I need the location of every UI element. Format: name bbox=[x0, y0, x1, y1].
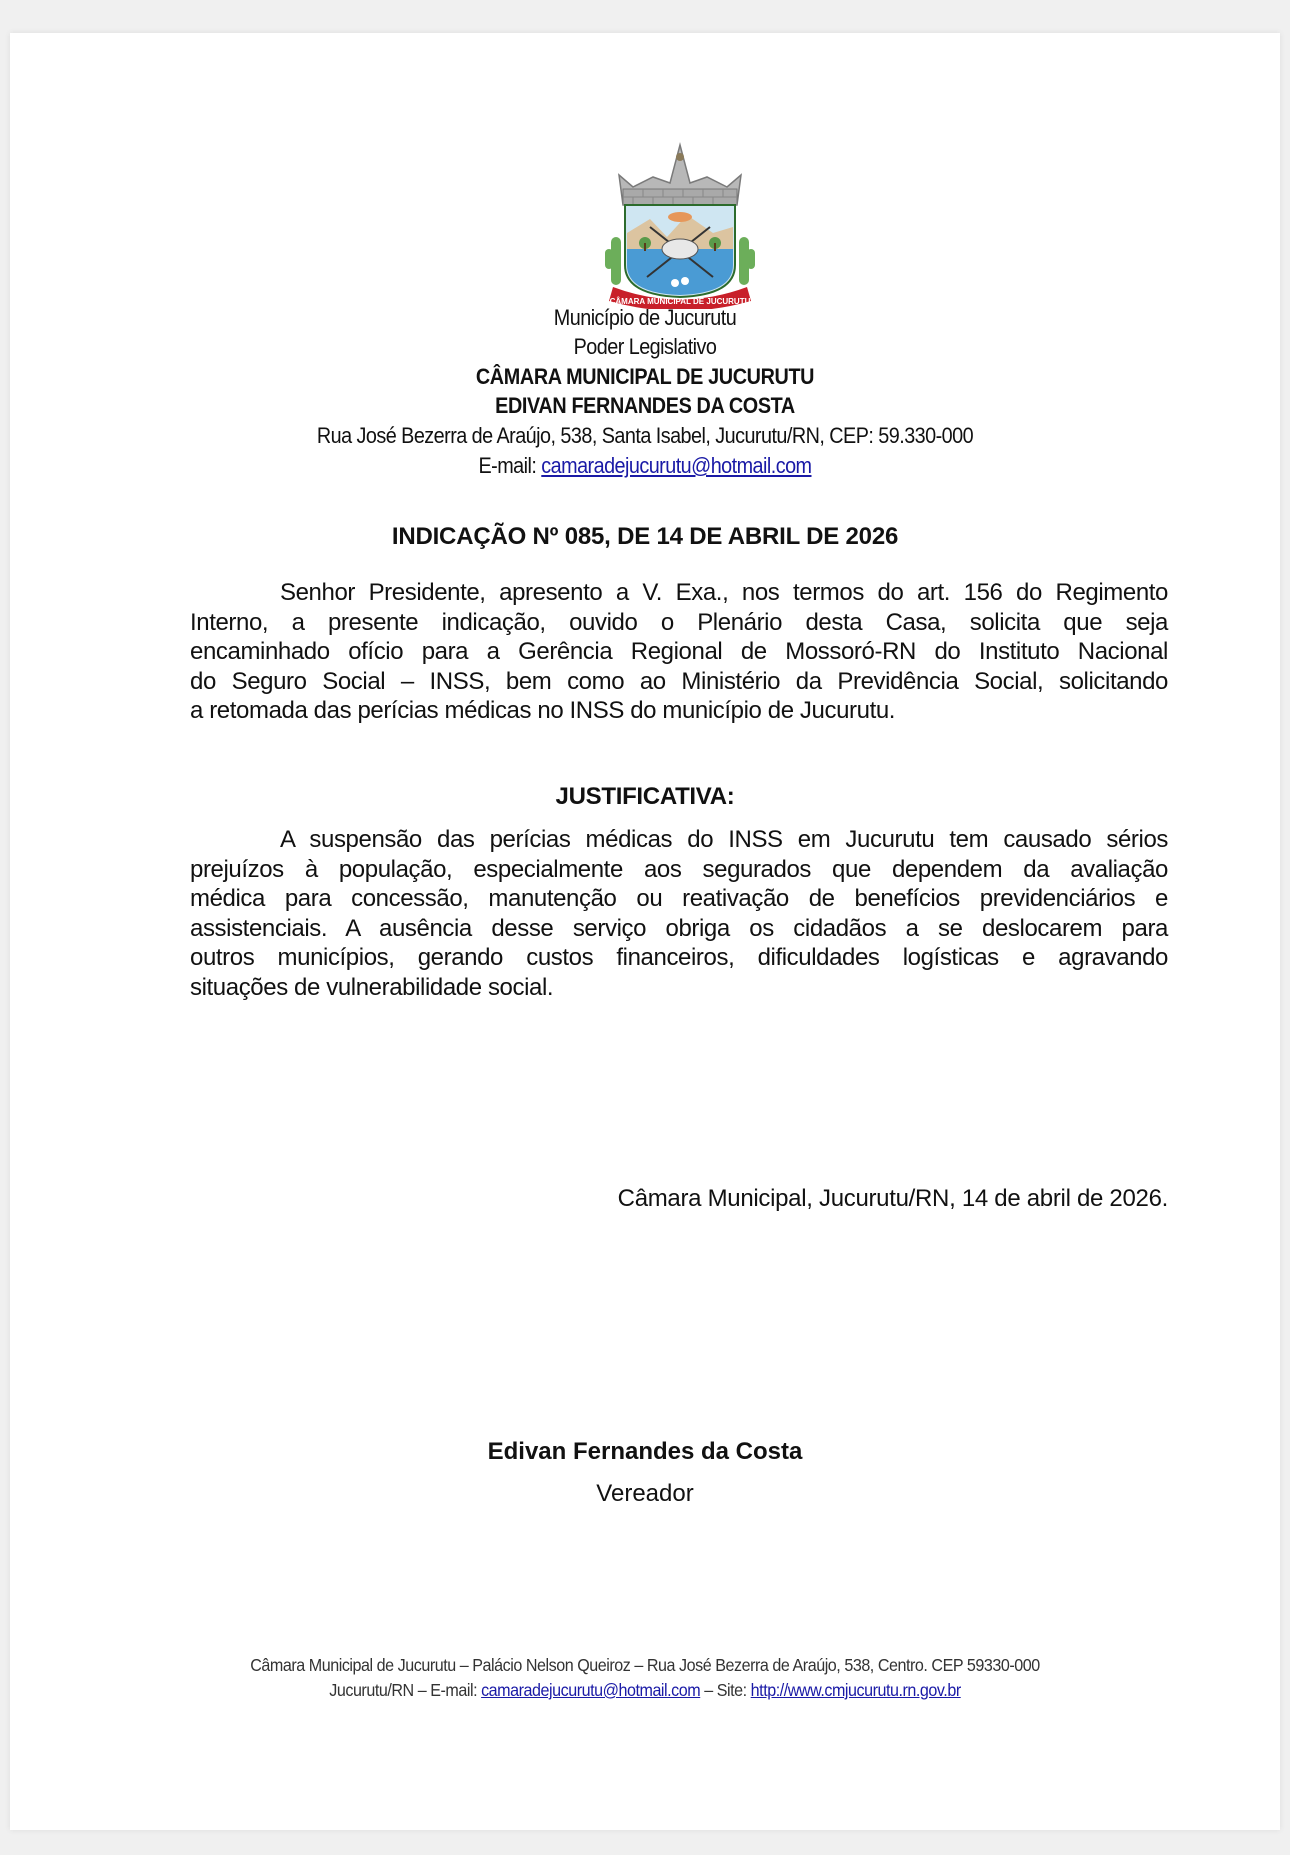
municipality-name: Município de Jucurutu bbox=[553, 305, 737, 330]
councilor-name-header: EDIVAN FERNANDES DA COSTA bbox=[495, 393, 795, 418]
footer-contact-prefix: Jucurutu/RN – E-mail: bbox=[329, 1680, 482, 1700]
request-paragraph bbox=[190, 578, 1168, 726]
paragraph-line: Senhor Presidente, apresento a V. Exa., nos termos do art. 156 do Regimento bbox=[280, 579, 1168, 606]
logo-ribbon-text: CÂMARA MUNICIPAL DE JUCURUTU bbox=[609, 297, 751, 306]
paragraph-line: prejuízos à população, especialmente aos segurados que dependem da avaliação bbox=[190, 855, 1168, 883]
document-title: INDICAÇÃO Nº 085, DE 14 DE ABRIL DE 2026 bbox=[391, 523, 899, 550]
footer-email-link[interactable]: camaradejucurutu@hotmail.com bbox=[481, 1680, 701, 1700]
paragraph-line: do Seguro Social – INSS, bem como ao Ministério da Previdência Social, solicitando bbox=[190, 667, 1168, 695]
signature-role: Vereador bbox=[596, 1480, 694, 1507]
paragraph-line: a retomada das perícias médicas no INSS do município de Jucurutu. bbox=[190, 697, 896, 725]
legislative-power: Poder Legislativo bbox=[573, 334, 717, 359]
justification-paragraph bbox=[190, 825, 1168, 1003]
email-label: E-mail: bbox=[478, 453, 542, 478]
footer-site-label: – Site: bbox=[700, 1680, 751, 1700]
address: Rua José Bezerra de Araújo, 538, Santa Isabel, Jucurutu/RN, CEP: 59.330-000 bbox=[316, 423, 974, 448]
document-page bbox=[10, 33, 1280, 1830]
shield-icon bbox=[625, 205, 735, 297]
place-and-date: Câmara Municipal, Jucurutu/RN, 14 de abril de 2026. bbox=[617, 1185, 1168, 1212]
justification-heading: JUSTIFICATIVA: bbox=[555, 783, 735, 810]
paragraph-line: situações de vulnerabilidade social. bbox=[190, 973, 554, 1001]
coat-of-arms-logo bbox=[605, 137, 755, 309]
paragraph-line: Interno, a presente indicação, ouvido o Plenário desta Casa, solicita que seja bbox=[190, 608, 1168, 636]
paragraph-line: encaminhado ofício para a Gerência Regional de Mossoró-RN do Instituto Nacional bbox=[190, 638, 1168, 666]
crown-icon bbox=[619, 145, 741, 205]
paragraph-line: A suspensão das perícias médicas do INSS em Jucurutu tem causado sérios bbox=[280, 826, 1168, 853]
paragraph-line: assistenciais. A ausência desse serviço obriga os cidadãos a se deslocarem para bbox=[190, 914, 1168, 942]
paragraph-line: médica para concessão, manutenção ou reativação de benefícios previdenciários e bbox=[190, 885, 1168, 913]
email-line bbox=[74, 453, 1217, 479]
email-link[interactable]: camaradejucurutu@hotmail.com bbox=[541, 453, 812, 478]
footer-contact bbox=[61, 1680, 1229, 1701]
footer-site-link[interactable]: http://www.cmjucurutu.rn.gov.br bbox=[750, 1680, 961, 1700]
footer-address: Câmara Municipal de Jucurutu – Palácio Nelson Queiroz – Rua José Bezerra de Araújo, 538, Centro. CEP 59330-000 bbox=[250, 1655, 1040, 1675]
chamber-name: CÂMARA MUNICIPAL DE JUCURUTU bbox=[475, 364, 815, 389]
paragraph-line: outros municípios, gerando custos financeiros, dificuldades logísticas e agravando bbox=[190, 944, 1168, 972]
signature-name: Edivan Fernandes da Costa bbox=[487, 1438, 803, 1465]
